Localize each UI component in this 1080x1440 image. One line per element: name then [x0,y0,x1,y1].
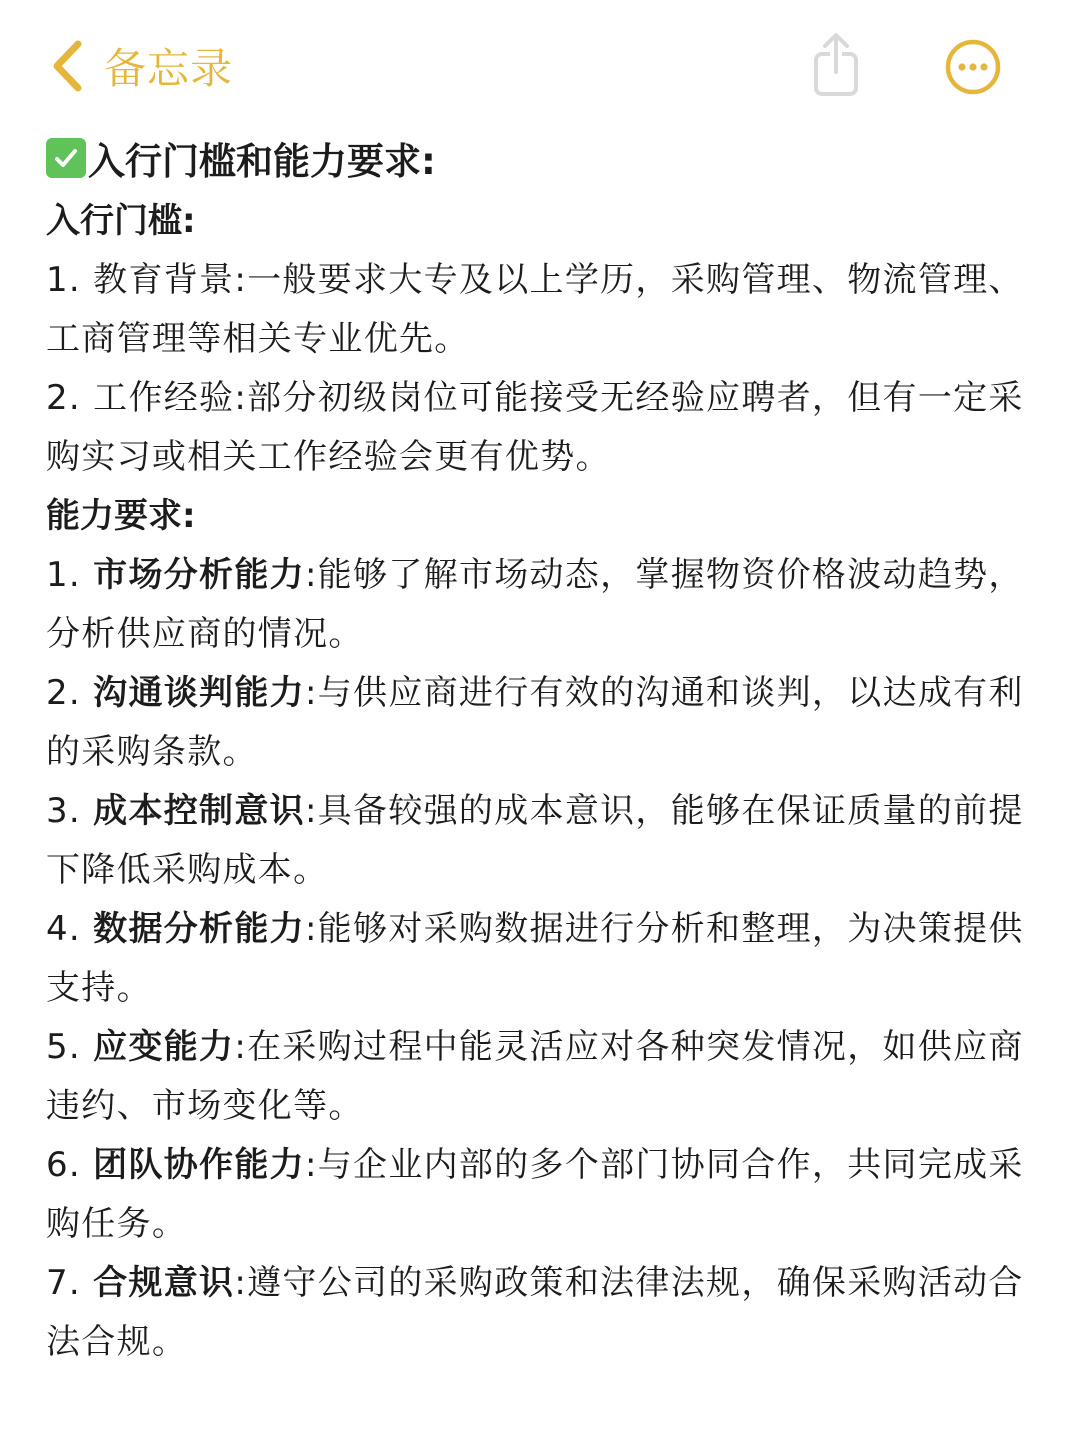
list-item [46,546,1036,664]
list-item [46,1018,1036,1136]
section-heading: 入行门槛: [46,201,196,241]
list-item [46,1254,1036,1372]
more-circle-icon [944,38,1002,96]
item-text: 一般要求大专及以上学历，采购管理、物流管理、工商管理等相关专业优先。 [46,260,1024,359]
back-label: 备忘录 [104,44,234,93]
item-text: 与供应商进行有效的沟通和谈判，以达成有利的采购条款。 [46,673,1024,772]
item-separator: : [304,555,318,595]
item-separator: : [234,260,248,300]
list-item [46,369,1036,487]
item-separator: : [304,791,318,831]
item-text: 与企业内部的多个部门协同合作，共同完成采购任务。 [46,1145,1024,1244]
item-number: 3. [46,791,94,831]
item-label: 团队协作能力 [93,1145,305,1185]
share-button[interactable] [806,30,866,100]
note-title [46,128,1036,188]
section-ability-requirements [46,487,1036,1372]
item-separator: : [234,1263,248,1303]
item-separator: : [234,1027,248,1067]
item-separator: : [304,909,318,949]
list-item [46,782,1036,900]
back-button[interactable] [50,36,233,96]
item-text: 遵守公司的采购政策和法律法规，确保采购活动合法合规。 [46,1263,1024,1362]
note-title-text: 入行门槛和能力要求: [88,140,436,183]
item-number: 1. [46,555,94,595]
list-item [46,664,1036,782]
item-label: 工作经验 [93,378,235,418]
item-label: 应变能力 [93,1027,235,1067]
item-text: 能够了解市场动态，掌握物资价格波动趋势，分析供应商的情况。 [46,555,1024,654]
item-label: 成本控制意识 [93,791,305,831]
item-label: 沟通谈判能力 [93,673,305,713]
list-item [46,900,1036,1018]
item-text: 在采购过程中能灵活应对各种突发情况，如供应商违约、市场变化等。 [46,1027,1024,1126]
item-label: 市场分析能力 [93,555,305,595]
item-text: 能够对采购数据进行分析和整理，为决策提供支持。 [46,909,1024,1008]
share-icon [806,30,866,100]
more-button[interactable] [944,38,1002,96]
item-number: 6. [46,1145,94,1185]
navigation-bar [0,0,1080,125]
item-number: 2. [46,673,94,713]
list-item [46,251,1036,369]
section-entry-threshold [46,192,1036,487]
note-body[interactable] [46,128,1036,1372]
item-text: 具备较强的成本意识，能够在保证质量的前提下降低采购成本。 [46,791,1024,890]
item-number: 2. [46,378,94,418]
item-label: 教育背景 [93,260,235,300]
item-separator: : [234,378,248,418]
section-heading: 能力要求: [46,496,196,536]
item-label: 合规意识 [93,1263,235,1303]
item-label: 数据分析能力 [93,909,305,949]
item-number: 1. [46,260,94,300]
check-mark-button-icon [46,138,86,178]
item-number: 7. [46,1263,94,1303]
chevron-left-icon [50,40,84,92]
item-number: 4. [46,909,94,949]
item-separator: : [304,1145,318,1185]
item-text: 部分初级岗位可能接受无经验应聘者，但有一定采购实习或相关工作经验会更有优势。 [46,378,1024,477]
list-item [46,1136,1036,1254]
item-separator: : [304,673,318,713]
item-number: 5. [46,1027,94,1067]
